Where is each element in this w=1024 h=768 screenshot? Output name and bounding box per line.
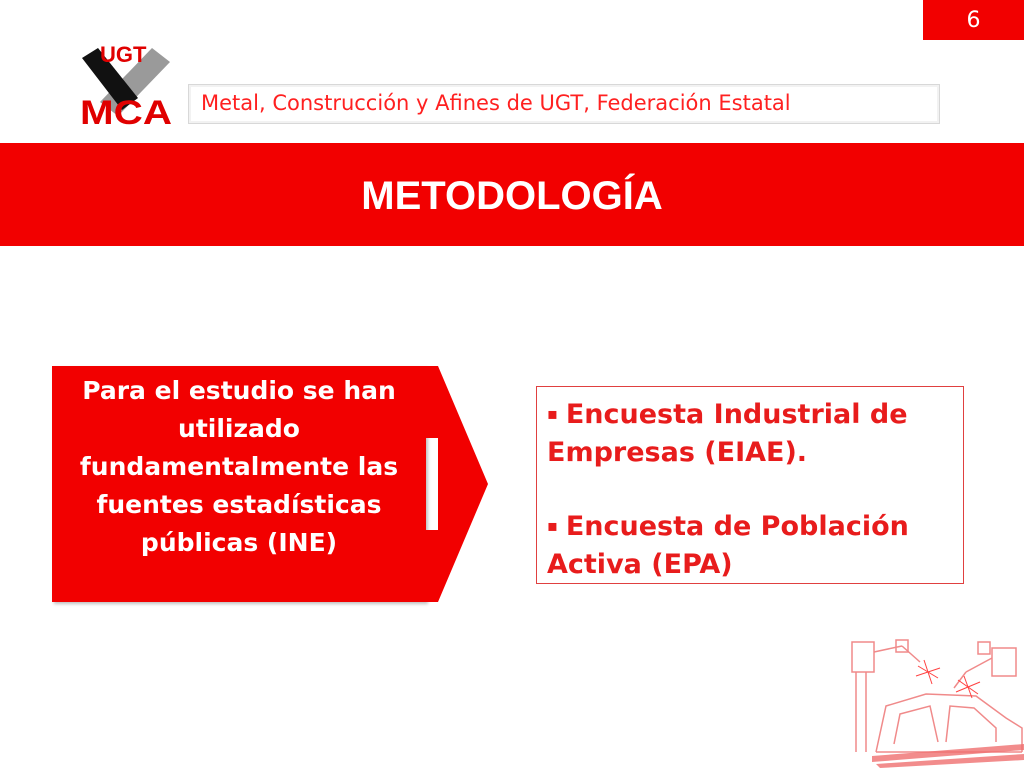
- list-item: [547, 395, 955, 472]
- logo-top-text: UGT: [100, 42, 147, 67]
- source-box: [52, 366, 426, 602]
- bullet-icon: ▪: [547, 516, 558, 535]
- federation-header: [188, 84, 940, 124]
- source-box-text: Para el estudio se han utilizado fundamentalmente las fuentes estadísticas públicas (INE): [79, 376, 399, 557]
- list-item-text: Encuesta de Población Activa (EPA): [547, 511, 909, 580]
- slide-number: 6: [923, 0, 1024, 40]
- list-item-text: Encuesta Industrial de Empresas (EIAE).: [547, 399, 908, 468]
- right-arrow-icon: [426, 366, 492, 602]
- bullet-icon: ▪: [547, 404, 558, 423]
- title-band: [0, 143, 1024, 246]
- logo-bottom-text: MCA: [80, 94, 172, 126]
- list-item: [547, 507, 955, 584]
- industrial-robot-car-illustration: [846, 632, 1024, 768]
- slide-title: METODOLOGÍA: [361, 174, 663, 218]
- federation-text: Metal, Construcción y Afines de UGT, Federación Estatal: [201, 91, 791, 115]
- ugt-mca-logo: [78, 40, 174, 126]
- sources-list: [536, 386, 964, 584]
